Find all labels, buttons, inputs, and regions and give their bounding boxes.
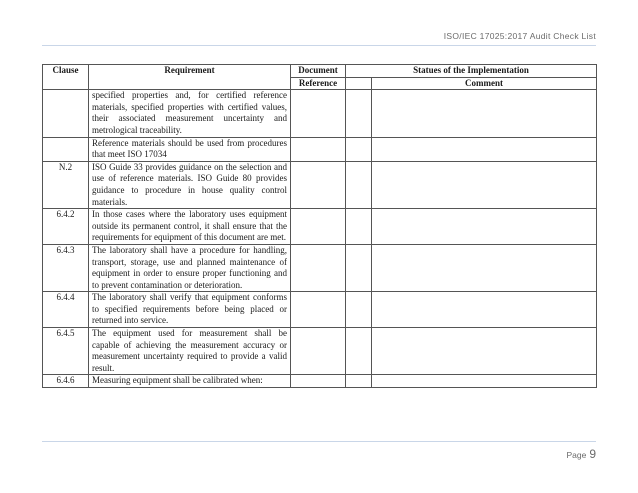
header-clause: Clause [43,65,89,90]
table-row [43,375,597,388]
requirement-cell: The equipment used for measurement shall be capable of achieving the measurement accuracy or measurement uncertainty required to provide a valid result. [89,328,291,375]
header-comment: Comment [372,77,597,90]
document-reference-cell [291,161,346,208]
page-label: Page [566,450,587,460]
table-row [43,292,597,328]
header-status: Statues of the Implementation [346,65,597,78]
status-cell [346,90,372,137]
status-cell [346,137,372,161]
requirement-cell: In those cases where the laboratory uses equipment outside its permanent control, it shall ensure that the requirements for equipment of this document are met. [89,209,291,245]
table-row [43,209,597,245]
requirement-cell: Reference materials should be used from procedures that meet ISO 17034 [89,137,291,161]
status-cell [346,244,372,291]
table-row [43,328,597,375]
comment-cell [372,137,597,161]
audit-checklist-table [42,64,597,388]
comment-cell [372,209,597,245]
document-reference-cell [291,137,346,161]
requirement-cell: Measuring equipment shall be calibrated when: [89,375,291,388]
header-status-blank [346,77,372,90]
status-cell [346,328,372,375]
status-cell [346,161,372,208]
document-reference-cell [291,328,346,375]
comment-cell [372,375,597,388]
header-divider [42,45,596,46]
clause-cell: 6.4.5 [43,328,89,375]
clause-cell [43,90,89,137]
clause-cell [43,137,89,161]
requirement-cell: The laboratory shall have a procedure for handling, transport, storage, use and planned maintenance of equipment in order to ensure proper functioning and to prevent contamination or deterioration. [89,244,291,291]
status-cell [346,292,372,328]
page-number-value: 9 [589,447,596,461]
document-reference-cell [291,90,346,137]
clause-cell: 6.4.3 [43,244,89,291]
clause-cell: 6.4.2 [43,209,89,245]
comment-cell [372,292,597,328]
table-row [43,90,597,137]
table-row [43,161,597,208]
clause-cell: 6.4.4 [43,292,89,328]
footer-divider [42,441,596,442]
status-cell [346,209,372,245]
comment-cell [372,244,597,291]
document-reference-cell [291,375,346,388]
table-row [43,244,597,291]
table-row [43,137,597,161]
requirement-cell: ISO Guide 33 provides guidance on the selection and use of reference materials. ISO Guide 80 provides guidance to procedure in house quality control materials. [89,161,291,208]
requirement-cell: The laboratory shall verify that equipment conforms to specified requirements before being placed or returned into service. [89,292,291,328]
comment-cell [372,328,597,375]
header-reference: Reference [291,77,346,90]
document-reference-cell [291,244,346,291]
header-title: ISO/IEC 17025:2017 Audit Check List [443,31,596,41]
document-reference-cell [291,209,346,245]
header-document: Document [291,65,346,78]
status-cell [346,375,372,388]
clause-cell: 6.4.6 [43,375,89,388]
comment-cell [372,161,597,208]
document-reference-cell [291,292,346,328]
page-number [566,447,596,461]
requirement-cell: specified properties and, for certified reference materials, specified properties with certified values, their associated measurement uncertainty and metrological traceability. [89,90,291,137]
clause-cell: N.2 [43,161,89,208]
comment-cell [372,90,597,137]
header-requirement: Requirement [89,65,291,90]
